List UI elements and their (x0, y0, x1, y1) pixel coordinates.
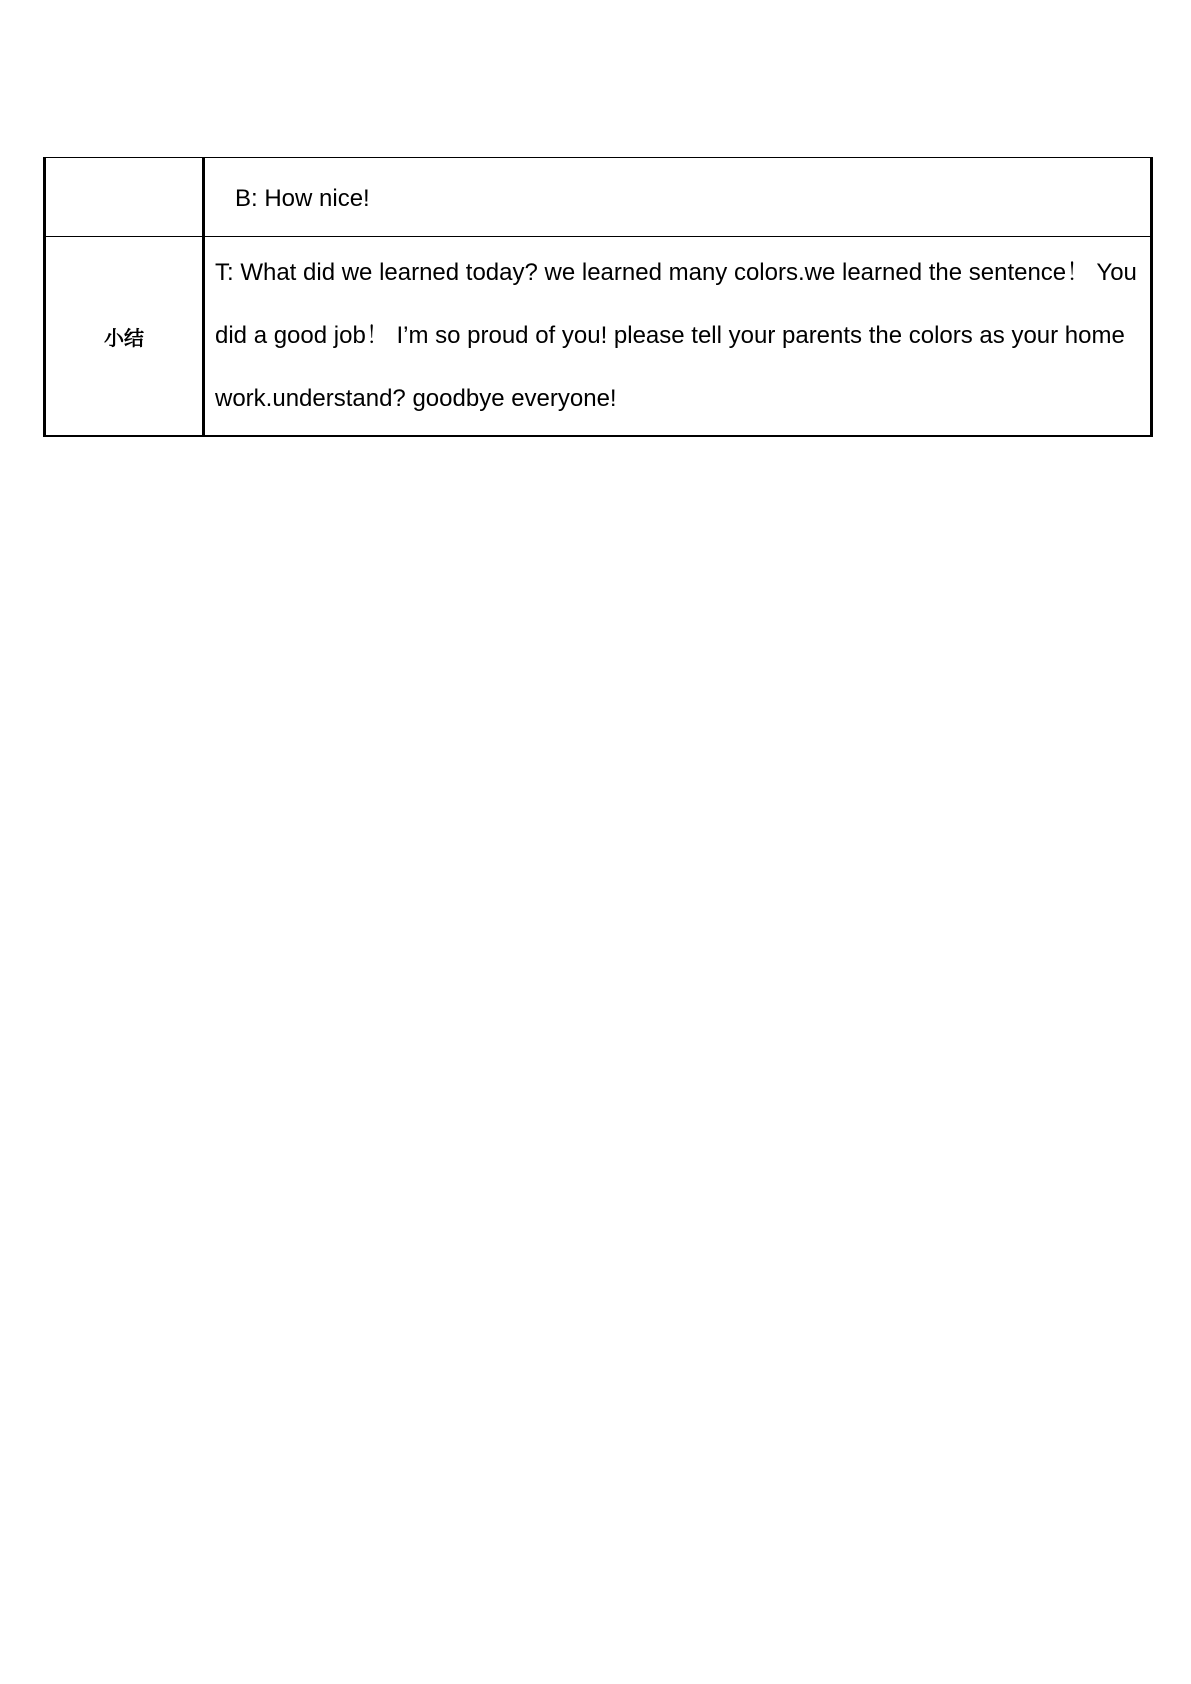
row-content-cell (204, 237, 1152, 437)
summary-label: 小结 (104, 327, 144, 350)
row-label-cell (45, 237, 204, 437)
dialogue-line: B: How nice! (235, 185, 370, 212)
row-content-cell (204, 158, 1152, 237)
lesson-table (43, 157, 1153, 437)
row-label-cell (45, 158, 204, 237)
summary-text: T: What did we learned today? we learned many colors.we learned the sentence！ You did a good job！ I’m so proud of you! please tell your parents the colors as your home work.understand? goodbye everyone! (215, 258, 1137, 412)
table-row (45, 237, 1152, 437)
table-row (45, 158, 1152, 237)
